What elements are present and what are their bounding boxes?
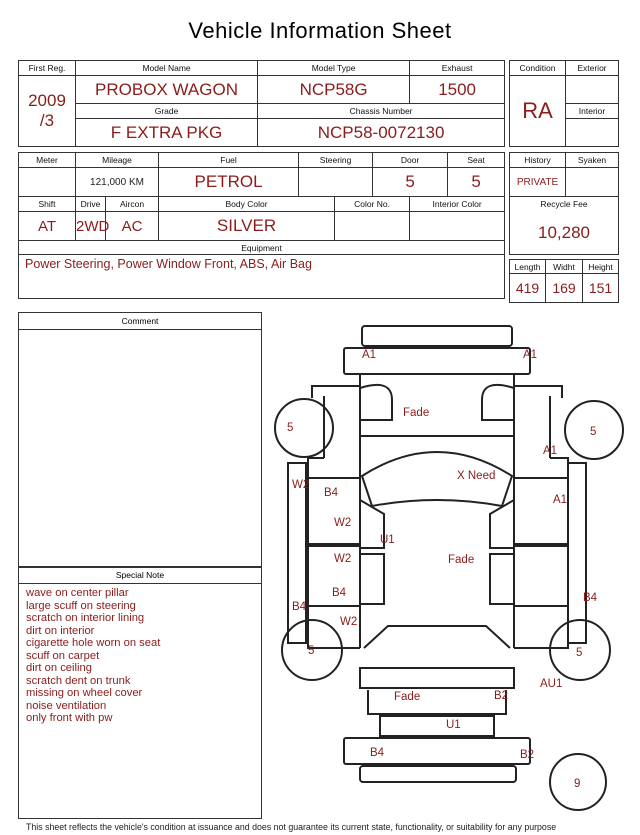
body-color-value: SILVER: [159, 212, 335, 241]
mark-roof-front: U1: [380, 534, 395, 546]
height-value: 151: [583, 274, 619, 303]
aircon-value: AC: [106, 212, 159, 241]
mark-left-rocker-front: B4: [324, 487, 339, 499]
mark-right-rocker-rear: B4: [583, 592, 598, 604]
car-damage-diagram: [268, 318, 620, 818]
special-note-item: missing on wheel cover: [26, 687, 143, 699]
vehicle-info-table: [18, 60, 505, 299]
interior-color-label: Interior Color: [410, 197, 505, 212]
special-note-item: large scuff on steering: [26, 599, 136, 612]
interior-color-value: [410, 212, 505, 241]
body-color-label: Body Color: [159, 197, 335, 212]
mark-wheel-front-left: 5: [287, 422, 294, 434]
model-name-value: PROBOX WAGON: [76, 76, 258, 104]
equipment-value: Power Steering, Power Window Front, ABS, Air Bag: [19, 255, 505, 299]
mark-rear-bumper-right: B2: [520, 749, 535, 761]
seat-label: Seat: [448, 153, 505, 168]
condition-table: [509, 60, 619, 255]
mark-left-door-rear: B4: [332, 587, 347, 599]
meter-label: Meter: [19, 153, 76, 168]
mark-left-door-front-window: W2: [334, 517, 352, 529]
steering-value: [299, 168, 373, 197]
mark-hood: Fade: [403, 407, 430, 419]
shift-value: AT: [19, 212, 76, 241]
mileage-label: Mileage: [76, 153, 159, 168]
first-reg-value: [19, 76, 76, 147]
door-label: Door: [373, 153, 448, 168]
drive-value: 2WD: [76, 212, 106, 241]
special-note-item: dirt on ceiling: [26, 662, 92, 674]
shift-label: Shift: [19, 197, 76, 212]
exterior-value: [566, 76, 619, 104]
model-type-label: Model Type: [258, 61, 410, 76]
special-note-item: only front with pw: [26, 712, 113, 724]
special-note-item: dirt on interior: [26, 624, 95, 637]
equipment-label: Equipment: [19, 241, 505, 255]
exterior-label: Exterior: [566, 61, 619, 76]
special-note-item: wave on center pillar: [26, 587, 129, 599]
drive-label: Drive: [76, 197, 106, 212]
mark-roof: Fade: [448, 554, 475, 566]
first-reg-year: 2009: [28, 91, 66, 110]
mark-left-quarter-window: W2: [340, 616, 358, 628]
mark-left-door-rear-window: W2: [334, 553, 352, 565]
steering-label: Steering: [299, 153, 373, 168]
special-note-item: scratch dent on trunk: [26, 674, 131, 687]
comment-box: [18, 312, 262, 568]
door-value: 5: [373, 168, 448, 197]
special-note-list: [26, 587, 160, 725]
mileage-value: 121,000 KM: [76, 168, 159, 197]
special-note-item: noise ventilation: [26, 699, 107, 712]
syaken-label: Syaken: [566, 153, 619, 168]
rear-bumper-bottom-shape: [360, 766, 516, 782]
height-label: Height: [583, 260, 619, 274]
right-front-door-shape: [514, 478, 568, 544]
rear-glass-shape: [364, 626, 510, 648]
fuel-label: Fuel: [159, 153, 299, 168]
mark-rear-hatch-right: B2: [494, 690, 509, 702]
mark-rear-bumper-left: B4: [370, 747, 385, 759]
comment-label: Comment: [19, 313, 261, 330]
mark-rear-lower: U1: [446, 719, 461, 731]
length-value: 419: [510, 274, 546, 303]
exhaust-label: Exhaust: [410, 61, 505, 76]
history-value: PRIVATE: [510, 168, 566, 197]
recycle-fee-label: Recycle Fee: [510, 197, 619, 212]
model-type-value: NCP58G: [258, 76, 410, 104]
mark-left-pillar: W2: [292, 479, 310, 491]
interior-value: [566, 119, 619, 147]
special-note-item: scratch on interior lining: [26, 612, 145, 624]
mark-wheel-front-right: 5: [590, 426, 597, 438]
grade-label: Grade: [76, 104, 258, 119]
color-no-label: Color No.: [335, 197, 410, 212]
special-note-item: scuff on carpet: [26, 649, 100, 662]
model-name-label: Model Name: [76, 61, 258, 76]
special-note-label: Special Note: [19, 567, 261, 584]
chassis-value: NCP58-0072130: [258, 119, 505, 147]
width-label: Widht: [546, 260, 583, 274]
mark-front-bumper-right: A1: [523, 349, 538, 361]
color-no-value: [335, 212, 410, 241]
rear-lower-shape: [380, 716, 494, 736]
condition-value: RA: [510, 76, 566, 147]
meter-value: [19, 168, 76, 197]
mark-right-front-door: A1: [553, 494, 568, 506]
mark-fender-front-right: A1: [543, 445, 558, 457]
interior-label: Interior: [566, 104, 619, 119]
length-label: Length: [510, 260, 546, 274]
dimensions-table: [509, 259, 619, 303]
special-note-item: cigarette hole worn on seat: [26, 637, 161, 649]
condition-label: Condition: [510, 61, 566, 76]
mark-right-quarter-rear: AU1: [540, 678, 563, 690]
seat-value: 5: [448, 168, 505, 197]
right-rear-door-shape: [514, 546, 568, 606]
mark-left-rocker-rear: B4: [292, 601, 307, 613]
recycle-fee-value: 10,280: [510, 212, 619, 255]
right-rocker-shape: [568, 463, 586, 643]
first-reg-label: First Reg.: [19, 61, 76, 76]
grade-value: F EXTRA PKG: [76, 119, 258, 147]
fuel-value: PETROL: [159, 168, 299, 197]
mark-spare: 9: [574, 778, 581, 790]
mark-wheel-rear-left: 5: [308, 645, 315, 657]
mark-windshield: X Need: [457, 470, 496, 482]
rear-hatch-shape: [360, 668, 514, 688]
front-bumper-top-shape: [362, 326, 512, 346]
width-value: 169: [546, 274, 583, 303]
mark-wheel-rear-right: 5: [576, 647, 583, 659]
mark-rear-hatch: Fade: [394, 691, 421, 703]
mark-front-bumper-left: A1: [362, 349, 377, 361]
chassis-label: Chassis Number: [258, 104, 505, 119]
exhaust-value: 1500: [410, 76, 505, 104]
disclaimer-footer: This sheet reflects the vehicle's condition at issuance and does not guarantee its current state, functionality, or suitability for any purpose: [26, 822, 557, 832]
page-title: Vehicle Information Sheet: [188, 18, 452, 43]
aircon-label: Aircon: [106, 197, 159, 212]
syaken-value: [566, 168, 619, 197]
first-reg-month: /3: [39, 111, 55, 130]
history-label: History: [510, 153, 566, 168]
hood-shape: [360, 374, 514, 436]
special-note-box: [18, 566, 262, 819]
